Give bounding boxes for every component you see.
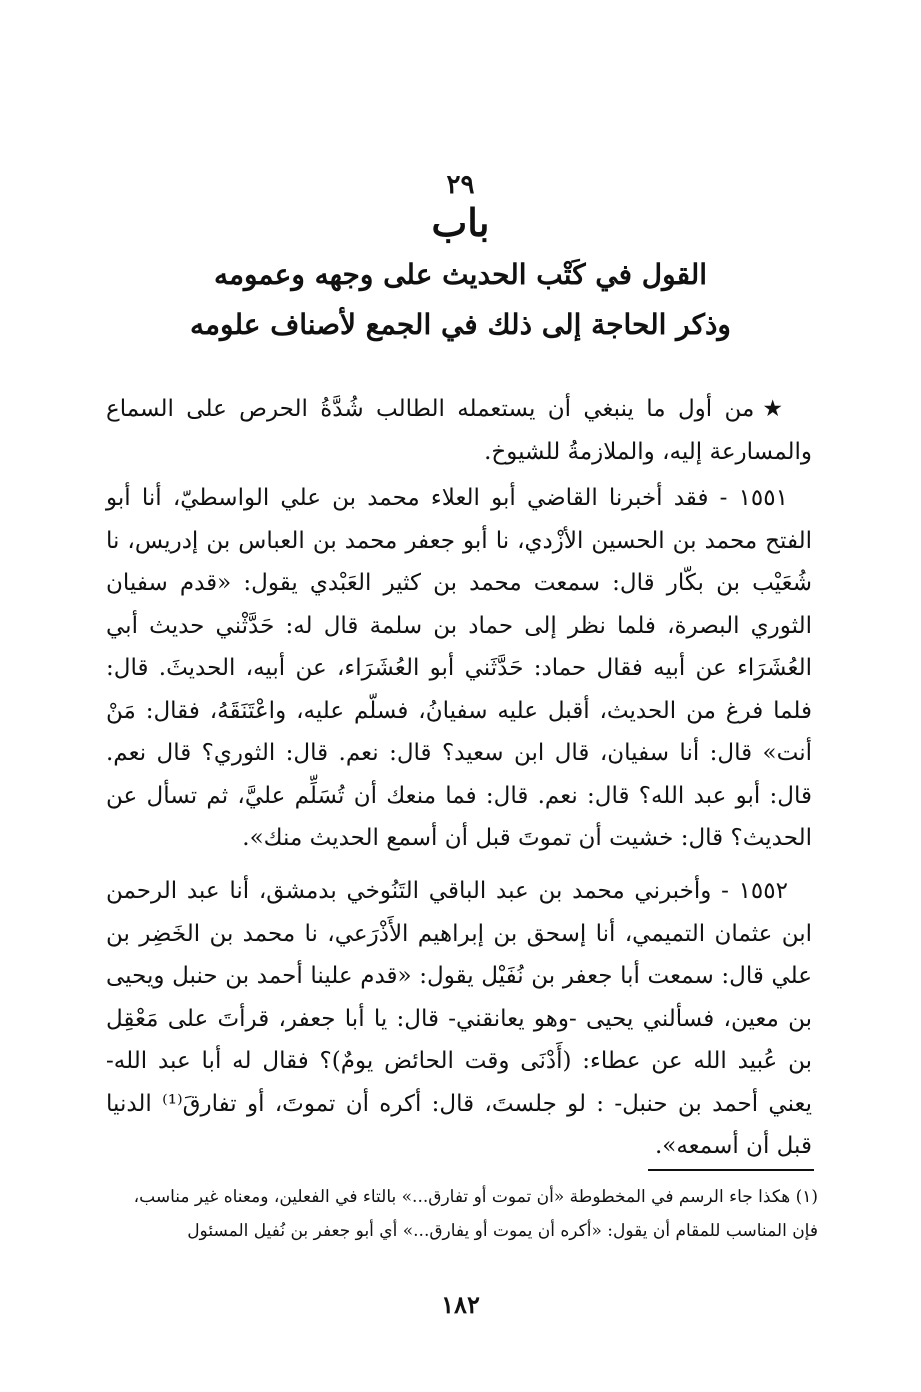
footnote-line-1: (١) هكذا جاء الرسم في المخطوطة «أن تموت أو تفارق...» بالتاء في الفعلين، ومعناه غير مناسب، [133, 1187, 818, 1207]
chapter-heading: باب [431, 200, 490, 245]
paragraph-text: ١٥٥٢ - وأخبرني محمد بن عبد الباقي التَنُوخي بدمشق، أنا عبد الرحمن ابن عثمان التميمي، أنا إسحق بن إبراهيم الأَذْرَعي، نا محمد بن الخَضِر بن علي قال: سمعت أبا جعفر بن نُفَيْل يقول: «قدم علينا أحمد بن حنبل ويحيى بن معين، فسألني يحيى -وهو يعانقني- قال: يا أبا جعفر، قرأتَ على مَعْقِل بن عُبيد الله عن عطاء: (أَدْنَى وقت الحائض يومٌ)؟ فقال له أبا عبد الله- يعني أحمد بن حنبل- : لو جلستَ، قال: أكره أن تموتَ، أو تفارقَ⁽¹⁾ الدنيا قبل أن أسمعه». [106, 878, 813, 1159]
hadith-paragraph-1552 [106, 870, 812, 1168]
hadith-paragraph-1551 [106, 477, 812, 860]
chapter-number: ٢٩ [446, 170, 475, 200]
footnote [106, 1180, 818, 1248]
footnote-line-2: فإن المناسب للمقام أن يقول: «أكره أن يموت أو يفارق...» أي أبو جعفر بن نُفيل المسئول [187, 1221, 818, 1241]
star-icon: ★ [762, 396, 788, 422]
chapter-title-line-2: وذكر الحاجة إلى ذلك في الجمع لأصناف علومه [190, 308, 731, 341]
footnote-divider [648, 1169, 814, 1171]
intro-paragraph [106, 388, 812, 473]
paragraph-text: ١٥٥١ - فقد أخبرنا القاضي أبو العلاء محمد بن علي الواسطيّ، أنا أبو الفتح محمد بن الحسين الأزْدي، نا أبو جعفر محمد بن العباس بن إدريس، نا شُعَيْب بن بكّار قال: سمعت محمد بن كثير العَبْدي يقول: «قدم سفيان الثوري البصرة، فلما نظر إلى حماد بن سلمة قال له: حَدَّثْني حديث أبي العُشَرَاء عن أبيه فقال حماد: حَدَّثَني أبو العُشَرَاء، عن أبيه، الحديثَ. قال: فلما فرغ من الحديث، أقبل عليه سفيانُ، فسلّم عليه، واعْتَنَقَهُ، فقال: مَنْ أنت» قال: أنا سفيان، قال ابن سعيد؟ قال: نعم. قال: الثوري؟ قال نعم. قال: أبو عبد الله؟ قال: نعم. قال: فما منعك أن تُسَلِّم عليَّ، ثم تسأل عن الحديث؟ قال: خشيت أن تموتَ قبل أن أسمع الحديث منك». [106, 485, 812, 851]
chapter-title-line-1: القول في كَتْب الحديث على وجهه وعمومه [213, 258, 708, 291]
page-number: ١٨٢ [441, 1290, 480, 1319]
intro-text: من أول ما ينبغي أن يستعمله الطالب شُدَّةُ الحرص على السماع والمسارعة إليه، والملازمةُ للشيوخ. [106, 396, 812, 465]
